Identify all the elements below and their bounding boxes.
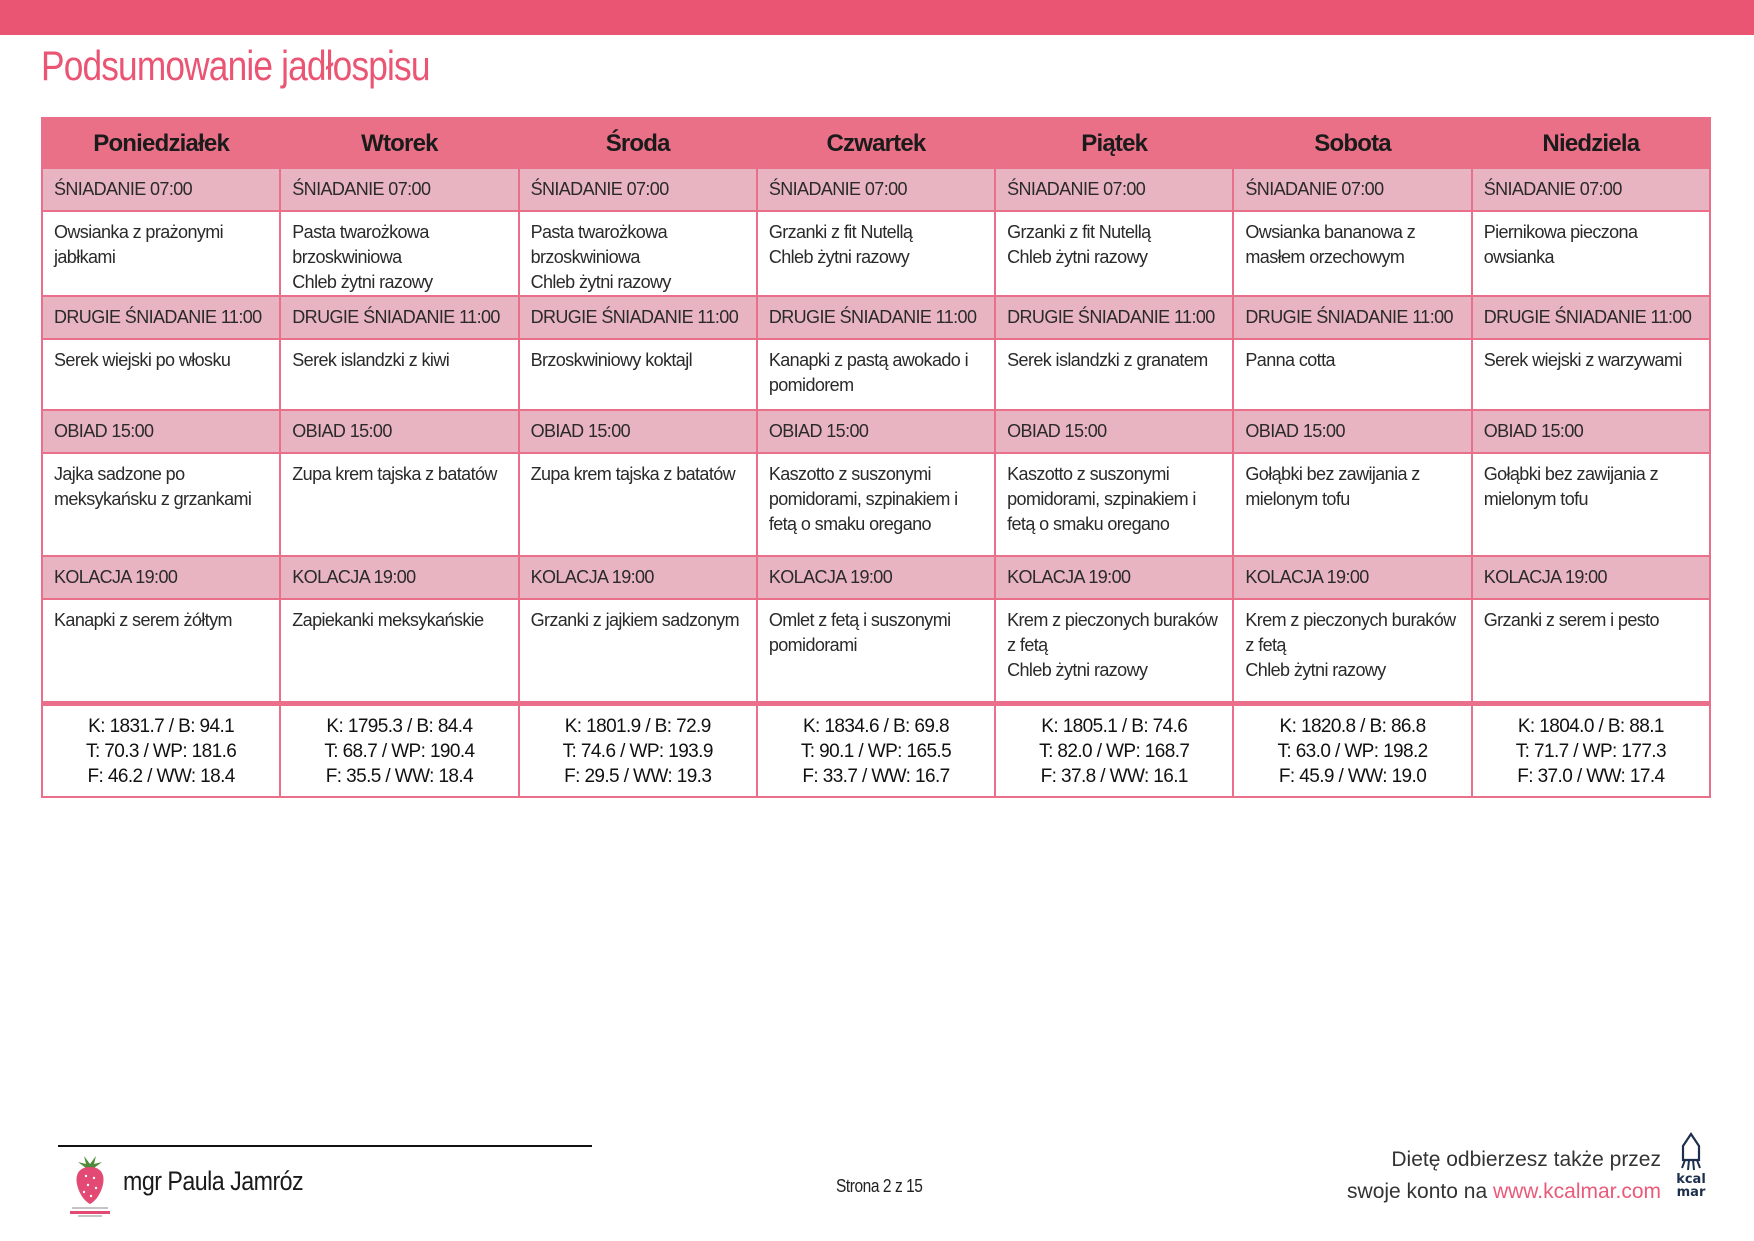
meal-time-label: OBIAD 15:00 <box>1472 410 1710 453</box>
totals-line: F: 37.0 / WW: 17.4 <box>1517 765 1665 787</box>
meal-header-row <box>42 556 1710 599</box>
meal-time-label: ŚNIADANIE 07:00 <box>757 168 995 211</box>
totals-line: T: 74.6 / WP: 193.9 <box>562 740 713 762</box>
dish-cell <box>757 211 995 296</box>
day-header: Wtorek <box>280 118 518 168</box>
meal-header-row <box>42 296 1710 339</box>
dish-name: Grzanki z serem i pesto <box>1483 610 1659 630</box>
dish-name: Serek islandzki z granatem <box>1007 350 1208 370</box>
daily-totals-cell <box>995 704 1233 798</box>
dish-cell <box>995 339 1233 410</box>
kcalmar-promo <box>1347 1144 1661 1208</box>
dish-name: Krem z pieczonych buraków z fetą <box>1007 610 1218 655</box>
dish-name: Grzanki z jajkiem sadzonym <box>530 610 740 630</box>
meal-dishes-row <box>42 599 1710 704</box>
dish-cell <box>280 211 518 296</box>
dish-name: Kaszotto z suszonymi pomidorami, szpinakiem i fetą o smaku oregano <box>1007 464 1196 534</box>
totals-line: K: 1834.6 / B: 69.8 <box>802 715 949 737</box>
dish-cell <box>42 599 280 704</box>
dish-cell <box>757 339 995 410</box>
meal-time-label: ŚNIADANIE 07:00 <box>995 168 1233 211</box>
totals-line: F: 45.9 / WW: 19.0 <box>1278 765 1427 787</box>
daily-totals-cell <box>42 704 280 798</box>
meal-time-label: OBIAD 15:00 <box>519 410 757 453</box>
top-accent-bar <box>0 0 1754 35</box>
day-header: Sobota <box>1233 118 1471 168</box>
meal-dishes-row <box>42 453 1710 556</box>
meal-dishes-row <box>42 339 1710 410</box>
totals-line: K: 1804.0 / B: 88.1 <box>1517 715 1664 737</box>
meal-time-label: DRUGIE ŚNIADANIE 11:00 <box>42 296 280 339</box>
dish-cell <box>1472 211 1710 296</box>
totals-line: F: 29.5 / WW: 19.3 <box>564 765 712 787</box>
day-header: Niedziela <box>1472 118 1710 168</box>
totals-line: K: 1805.1 / B: 74.6 <box>1041 715 1188 737</box>
strawberry-logo-icon <box>66 1152 114 1218</box>
meal-time-label: OBIAD 15:00 <box>280 410 518 453</box>
dish-cell <box>1472 599 1710 704</box>
meal-header-row <box>42 168 1710 211</box>
meal-time-label: KOLACJA 19:00 <box>1472 556 1710 599</box>
meal-time-label: OBIAD 15:00 <box>42 410 280 453</box>
promo-prefix: swoje konto na <box>1347 1180 1493 1203</box>
meal-time-label: KOLACJA 19:00 <box>995 556 1233 599</box>
day-header: Czwartek <box>757 118 995 168</box>
dish-name: Zupa krem tajska z batatów <box>292 464 497 484</box>
meal-time-label: ŚNIADANIE 07:00 <box>519 168 757 211</box>
dish-name: Pasta twarożkowa brzoskwiniowa <box>292 222 429 267</box>
meal-time-label: DRUGIE ŚNIADANIE 11:00 <box>519 296 757 339</box>
totals-line: F: 33.7 / WW: 16.7 <box>802 765 950 787</box>
author-name: mgr Paula Jamróz <box>123 1166 304 1196</box>
day-header: Poniedziałek <box>42 118 280 168</box>
meal-time-label: OBIAD 15:00 <box>757 410 995 453</box>
daily-totals-cell <box>757 704 995 798</box>
dish-name: Chleb żytni razowy <box>768 247 910 267</box>
dish-name: Kanapki z serem żółtym <box>54 610 232 630</box>
dish-cell <box>995 599 1233 704</box>
dish-name: Chleb żytni razowy <box>530 272 671 292</box>
dish-name: Pasta twarożkowa brzoskwiniowa <box>530 222 668 267</box>
dish-name: Serek islandzki z kiwi <box>292 350 450 370</box>
footer-divider <box>58 1145 592 1147</box>
meal-time-label: KOLACJA 19:00 <box>42 556 280 599</box>
dish-name: Grzanki z fit Nutellą <box>1007 222 1151 242</box>
dish-cell <box>1233 453 1471 556</box>
totals-line: K: 1831.7 / B: 94.1 <box>88 715 235 737</box>
dish-cell <box>42 339 280 410</box>
meal-time-label: DRUGIE ŚNIADANIE 11:00 <box>1233 296 1471 339</box>
dish-name: Zapiekanki meksykańskie <box>292 610 484 630</box>
meal-time-label: KOLACJA 19:00 <box>280 556 518 599</box>
totals-line: K: 1820.8 / B: 86.8 <box>1279 715 1426 737</box>
dish-cell <box>1233 211 1471 296</box>
meal-dishes-row <box>42 211 1710 296</box>
daily-totals-cell <box>1472 704 1710 798</box>
totals-line: T: 70.3 / WP: 181.6 <box>86 740 237 762</box>
totals-line: K: 1801.9 / B: 72.9 <box>564 715 711 737</box>
dish-cell <box>1472 453 1710 556</box>
meal-time-label: KOLACJA 19:00 <box>519 556 757 599</box>
meal-time-label: DRUGIE ŚNIADANIE 11:00 <box>1472 296 1710 339</box>
dish-name: Kaszotto z suszonymi pomidorami, szpinakiem i fetą o smaku oregano <box>768 464 958 534</box>
dish-name: Gołąbki bez zawijania z mielonym tofu <box>1483 464 1658 509</box>
dish-name: Owsianka bananowa z masłem orzechowym <box>1245 222 1416 267</box>
dish-cell <box>280 339 518 410</box>
meal-time-label: DRUGIE ŚNIADANIE 11:00 <box>995 296 1233 339</box>
dish-cell <box>519 339 757 410</box>
dish-name: Omlet z fetą i suszonymi pomidorami <box>768 610 951 655</box>
totals-line: F: 37.8 / WW: 16.1 <box>1040 765 1188 787</box>
dish-name: Chleb żytni razowy <box>292 272 433 292</box>
dish-cell <box>519 599 757 704</box>
meal-time-label: DRUGIE ŚNIADANIE 11:00 <box>757 296 995 339</box>
dish-name: Chleb żytni razowy <box>1007 660 1148 680</box>
dish-name: Gołąbki bez zawijania z mielonym tofu <box>1245 464 1420 509</box>
dish-name: Chleb żytni razowy <box>1245 660 1386 680</box>
menu-summary-table <box>41 117 1711 798</box>
daily-totals-cell <box>519 704 757 798</box>
totals-line: T: 68.7 / WP: 190.4 <box>324 740 475 762</box>
meal-time-label: OBIAD 15:00 <box>1233 410 1471 453</box>
dish-name: Brzoskwiniowy koktajl <box>530 350 693 370</box>
svg-text:kcal: kcal <box>1676 1172 1706 1187</box>
dish-name: Owsianka z prażonymi jabłkami <box>54 222 224 267</box>
dish-name: Piernikowa pieczona owsianka <box>1483 222 1638 267</box>
svg-text:mar: mar <box>1676 1185 1706 1198</box>
dish-cell <box>280 599 518 704</box>
dish-name: Zupa krem tajska z batatów <box>530 464 736 484</box>
dish-cell <box>757 453 995 556</box>
dish-cell <box>42 211 280 296</box>
daily-totals-cell <box>280 704 518 798</box>
page-title: Podsumowanie jadłospisu <box>41 42 430 89</box>
dish-cell <box>995 211 1233 296</box>
totals-line: F: 46.2 / WW: 18.4 <box>87 765 235 787</box>
dish-name: Kanapki z pastą awokado i pomidorem <box>768 350 968 395</box>
page-number: Strona 2 z 15 <box>836 1176 923 1196</box>
meal-time-label: OBIAD 15:00 <box>995 410 1233 453</box>
meal-time-label: ŚNIADANIE 07:00 <box>1472 168 1710 211</box>
daily-totals-cell <box>1233 704 1471 798</box>
meal-time-label: KOLACJA 19:00 <box>1233 556 1471 599</box>
daily-totals-row <box>42 704 1710 798</box>
totals-line: T: 90.1 / WP: 165.5 <box>800 740 952 762</box>
dish-cell <box>1472 339 1710 410</box>
dish-cell <box>42 453 280 556</box>
dish-cell <box>1233 339 1471 410</box>
kcalmar-logo-icon <box>1668 1132 1714 1198</box>
meal-header-row <box>42 410 1710 453</box>
dish-name: Chleb żytni razowy <box>1007 247 1148 267</box>
dish-name: Krem z pieczonych buraków z fetą <box>1245 610 1456 655</box>
meal-time-label: KOLACJA 19:00 <box>757 556 995 599</box>
dish-name: Jajka sadzone po meksykańsku z grzankami <box>54 464 252 509</box>
totals-line: T: 82.0 / WP: 168.7 <box>1039 740 1190 762</box>
meal-time-label: ŚNIADANIE 07:00 <box>280 168 518 211</box>
meal-time-label: ŚNIADANIE 07:00 <box>1233 168 1471 211</box>
totals-line: T: 71.7 / WP: 177.3 <box>1515 740 1666 762</box>
dish-cell <box>519 453 757 556</box>
meal-time-label: ŚNIADANIE 07:00 <box>42 168 280 211</box>
totals-line: T: 63.0 / WP: 198.2 <box>1277 740 1428 762</box>
dish-cell <box>1233 599 1471 704</box>
dish-name: Serek wiejski po włosku <box>54 350 231 370</box>
day-header: Piątek <box>995 118 1233 168</box>
dish-cell <box>280 453 518 556</box>
dish-cell <box>995 453 1233 556</box>
dish-name: Panna cotta <box>1245 350 1335 370</box>
day-header: Środa <box>519 118 757 168</box>
promo-line <box>1347 1176 1661 1208</box>
dish-cell <box>519 211 757 296</box>
dish-name: Grzanki z fit Nutellą <box>768 222 913 242</box>
dish-name: Serek wiejski z warzywami <box>1483 350 1682 370</box>
dish-cell <box>757 599 995 704</box>
day-header-row <box>42 118 1710 168</box>
meal-time-label: DRUGIE ŚNIADANIE 11:00 <box>280 296 518 339</box>
kcalmar-link[interactable]: www.kcalmar.com <box>1492 1180 1661 1203</box>
totals-line: K: 1795.3 / B: 84.4 <box>326 715 473 737</box>
promo-line: Dietę odbierzesz także przez <box>1391 1148 1661 1171</box>
totals-line: F: 35.5 / WW: 18.4 <box>325 765 474 787</box>
